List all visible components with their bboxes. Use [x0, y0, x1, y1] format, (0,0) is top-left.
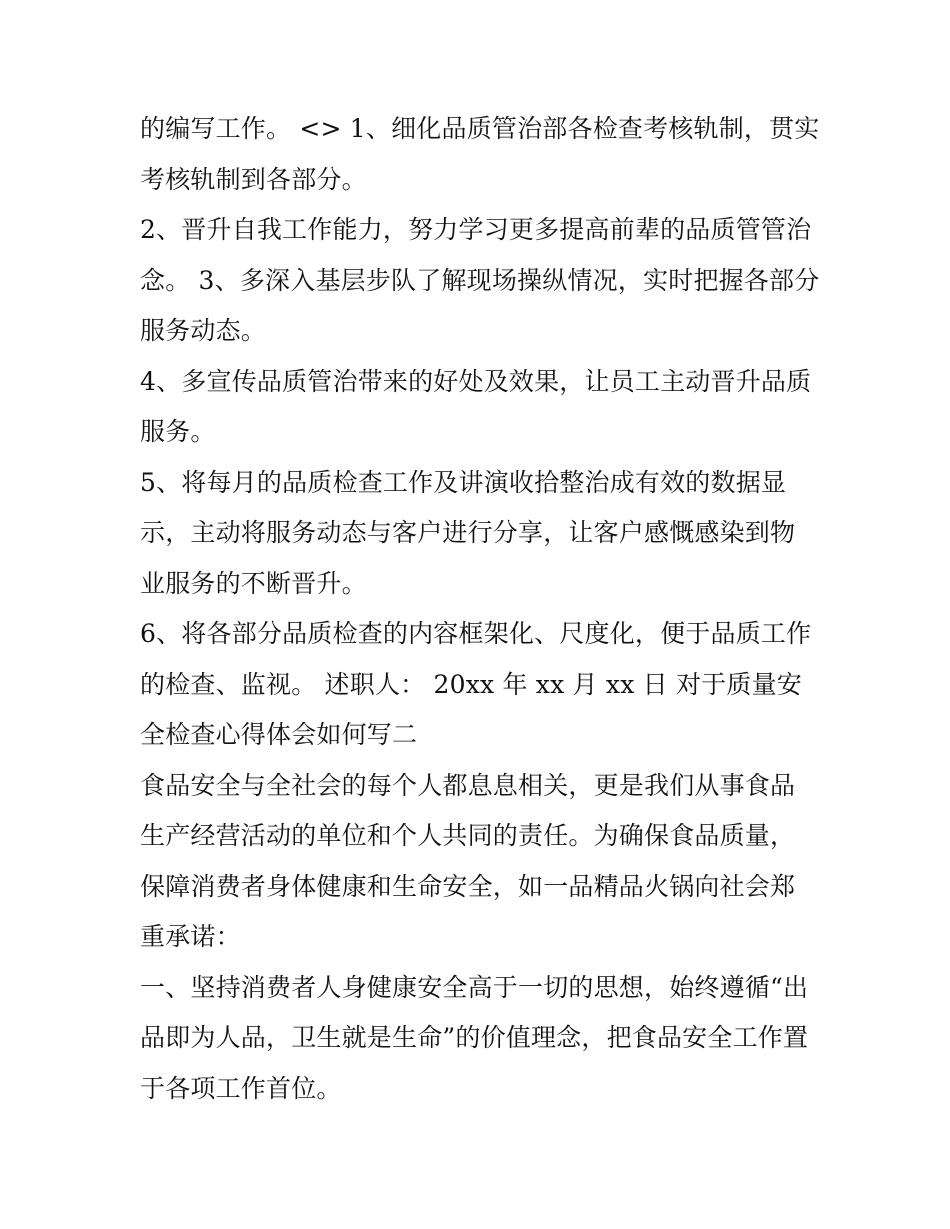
paragraph-1: 的编写工作。 <> 1、细化品质管治部各检查考核轨制，贯实考核轨制到各部分。 — [140, 114, 820, 194]
document-body — [140, 104, 820, 1114]
paragraph-4: 5、将每月的品质检查工作及讲演收拾整治成有效的数据显示，主动将服务动态与客户进行分享，让客户感慨感染到物业服务的不断晋升。 — [140, 467, 796, 598]
paragraph-2: 2、晋升自我工作能力，努力学习更多提高前辈的品质管管治念。 3、多深入基层步队了解现场操纵情况，实时把握各部分服务动态。 — [140, 215, 820, 345]
paragraph-7: 一、坚持消费者人身健康安全高于一切的思想，始终遵循“出品即为人品，卫生就是生命”的价值理念，把食品安全工作置于各项工作首位。 — [140, 972, 809, 1103]
paragraph-6: 食品安全与全社会的每个人都息息相关，更是我们从事食品生产经营活动的单位和个人共同的责任。为确保食品质量，保障消费者身体健康和生命安全，如一品精品火锅向社会郑重承诺： — [140, 770, 796, 951]
paragraph-3: 4、多宣传品质管治带来的好处及效果，让员工主动晋升品质服务。 — [140, 366, 812, 446]
paragraph-5: 6、将各部分品质检查的内容框架化、尺度化，便于品质工作的检查、监视。 述职人： 20xx 年 xx 月 xx 日 对于质量安全检查心得体会如何写二 — [140, 619, 812, 749]
